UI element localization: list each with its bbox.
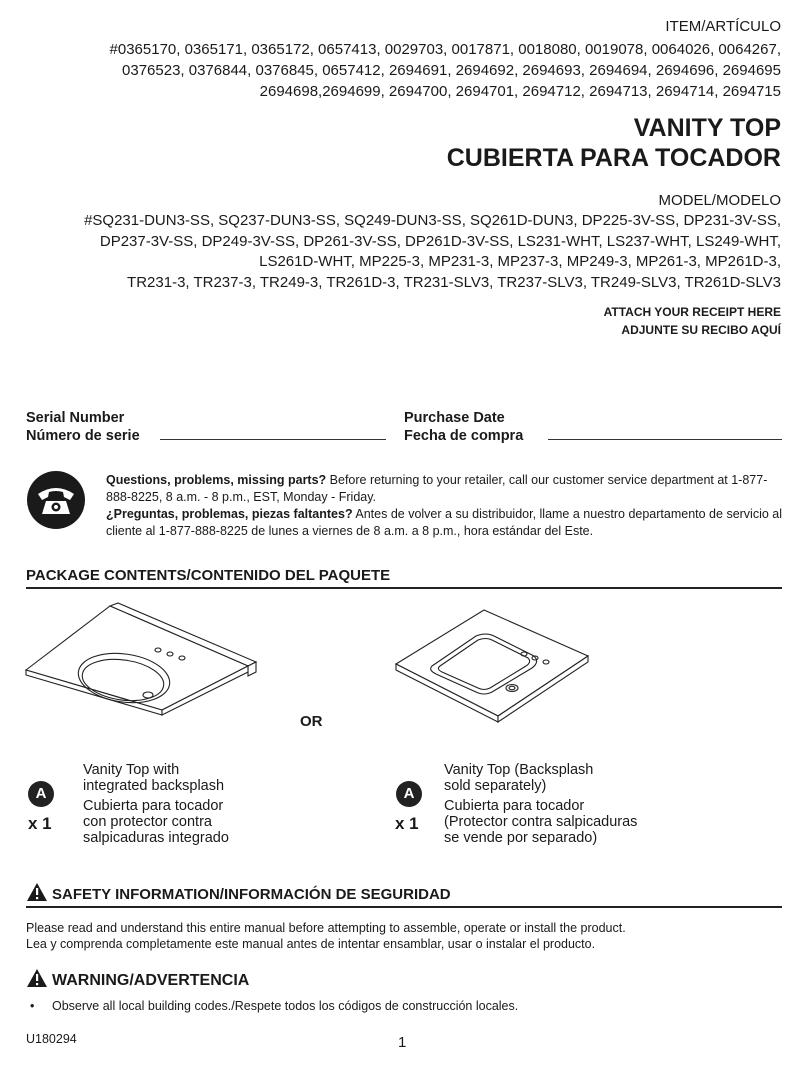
contact-en-text: Before returning to your retailer, call our customer service department at 1-877-888-8225, 8 a.m. - 8 p.m., EST, Monday - Friday. [106,473,768,504]
serial-label-es: Número de serie [26,428,140,444]
divider [26,906,782,908]
warning-triangle-icon [26,882,48,902]
purchase-date-field[interactable] [548,439,782,440]
receipt-note [1,303,781,339]
contact-es-text: Antes de volver a su distribuidor, llame a nuestro departamento de servicio al cliente al 1-877-888-8225 de lunes a viernes de 8 a.m. a 8 p.m., hora estándar del Este. [106,507,783,538]
title-en: VANITY TOP [633,114,781,142]
page-number: 1 [398,1034,407,1051]
part-quantity: x 1 [395,814,419,833]
vanity-top-image [394,606,590,724]
title-es: CUBIERTA PARA TOCADOR [446,144,781,172]
part-desc-line: Cubierta para tocador [83,798,224,814]
warning-heading-text: WARNING/ADVERTENCIA [52,972,250,989]
warning-bullet: Observe all local building codes./Respete todos los códigos de construcción locales. [52,999,519,1013]
part-desc-line: se vende por separado) [444,830,598,846]
item-numbers-line: 0376523, 0376844, 0376845, 0657412, 2694691, 2694692, 2694693, 2694694, 2694696, 2694695 [122,62,781,79]
safety-text [26,920,786,952]
package-contents-heading: PACKAGE CONTENTS/CONTENIDO DEL PAQUETE [26,567,391,584]
warning-heading [26,968,249,990]
part-description [444,762,704,846]
part-desc-line: (Protector contra salpicaduras [444,814,638,830]
model-label: MODEL/MODELO [658,192,781,209]
item-numbers-line: 2694698,2694699, 2694700, 2694701, 2694712, 2694713, 2694714, 2694715 [259,83,781,100]
contact-en-bold: Questions, problems, missing parts? [106,473,327,487]
part-desc-line: integrated backsplash [83,778,225,794]
model-numbers-line: DP237-3V-SS, DP249-3V-SS, DP261-3V-SS, DP261D-3V-SS, LS231-WHT, LS237-WHT, LS249-WHT, [99,232,781,250]
part-quantity: x 1 [28,814,52,833]
contact-en [106,472,786,506]
part-desc-line: Cubierta para tocador [444,798,585,814]
purchase-date-label [404,409,523,445]
receipt-note-en: ATTACH YOUR RECEIPT HERE [603,305,781,319]
purchase-label-en: Purchase Date [404,410,505,426]
phone-icon [26,470,86,530]
part-desc-line: con protector contra [83,814,212,830]
page-title [1,113,781,173]
contact-es-bold: ¿Preguntas, problemas, piezas faltantes? [106,507,353,521]
bullet-icon: • [30,999,35,1013]
part-letter-badge: A [28,781,54,807]
serial-number-field[interactable] [160,439,386,440]
item-numbers [1,39,781,102]
item-label: ITEM/ARTÍCULO [665,18,781,35]
vanity-top-backsplash-image [24,600,260,716]
model-numbers-line: #SQ231-DUN3-SS, SQ237-DUN3-SS, SQ249-DUN3-SS, SQ261D-DUN3, DP225-3V-SS, DP231-3V-SS, [84,212,781,229]
part-description [83,762,343,846]
serial-label-en: Serial Number [26,410,125,426]
model-numbers-line: TR231-3, TR237-3, TR249-3, TR261D-3, TR231-SLV3, TR237-SLV3, TR249-SLV3, TR261D-SLV3 [127,273,781,291]
or-label: OR [300,713,323,730]
receipt-note-es: ADJUNTE SU RECIBO AQUÍ [621,323,781,337]
safety-heading-text: SAFETY INFORMATION/INFORMACIÓN DE SEGURIDAD [52,886,451,903]
contact-es [106,506,786,540]
safety-heading [26,882,451,903]
part-desc-line: sold separately) [444,778,547,794]
document-code: U180294 [26,1032,77,1046]
item-numbers-line: #0365170, 0365171, 0365172, 0657413, 0029703, 0017871, 0018080, 0019078, 0064026, 0064267, [109,41,781,58]
part-desc-line: Vanity Top (Backsplash [444,762,594,778]
warning-triangle-icon [26,968,48,988]
model-numbers [1,211,781,293]
model-numbers-line: LS261D-WHT, MP225-3, MP231-3, MP237-3, MP249-3, MP261-3, MP261D-3, [259,253,781,270]
contact-info [106,472,786,540]
safety-text-en: Please read and understand this entire manual before attempting to assemble, operate or install the product. [26,921,626,935]
divider [26,587,782,589]
safety-text-es: Lea y comprenda completamente este manual antes de intentar ensamblar, usar o instalar el producto. [26,937,596,951]
purchase-label-es: Fecha de compra [404,428,524,444]
part-letter-badge: A [396,781,422,807]
part-desc-line: Vanity Top with [83,762,180,778]
serial-number-label [26,409,140,445]
part-desc-line: salpicaduras integrado [83,830,229,846]
